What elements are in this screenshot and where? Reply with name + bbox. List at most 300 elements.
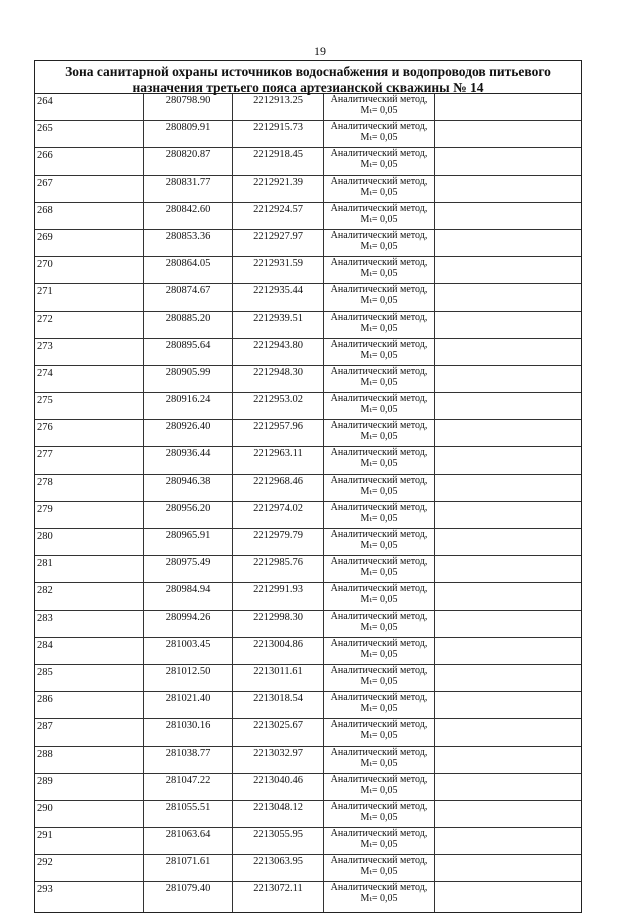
note-cell [435,311,582,338]
y-coordinate-text: 2212935.44 [253,285,303,297]
y-coordinate-cell [233,94,324,121]
x-coordinate-cell [144,746,233,773]
y-coordinate-text: 2212948.30 [253,366,303,378]
note-cell [435,855,582,882]
point-number-cell [35,828,144,855]
method-accuracy: Mₜ= 0,05 [360,512,398,524]
note-cell [435,637,582,664]
y-coordinate-text: 2212913.25 [253,95,303,106]
note-cell [435,338,582,365]
y-coordinate-text: 2213040.46 [253,774,303,786]
point-number-text: 283 [37,612,53,624]
note-cell [435,474,582,501]
point-number-cell [35,447,144,474]
method-text: Аналитический метод, [330,583,428,595]
method-cell [324,338,435,365]
x-coordinate-text: 280975.49 [165,557,211,569]
note-cell [435,529,582,556]
y-coordinate-text: 2212927.97 [253,230,303,242]
method-accuracy: Mₜ= 0,05 [360,784,398,796]
x-coordinate-cell [144,202,233,229]
point-number-text: 281 [37,558,53,570]
point-number-text: 273 [37,340,53,352]
point-number-cell [35,148,144,175]
x-coordinate-text: 280956.20 [165,502,211,514]
x-coordinate-text: 280965.91 [165,530,211,541]
y-coordinate-text: 2212943.80 [253,339,303,351]
point-number-cell [35,311,144,338]
point-number-cell [35,229,144,256]
point-number-cell [35,94,144,121]
y-coordinate-text: 2213055.95 [253,829,303,841]
y-coordinate-cell [233,121,324,148]
method-text: Аналитический метод, [330,882,428,894]
coordinates-table [35,94,581,912]
point-number-cell [35,202,144,229]
point-number-text: 286 [37,694,53,706]
table-row [35,800,581,827]
x-coordinate-text: 281021.40 [165,693,211,705]
table-row [35,393,581,420]
point-number-cell [35,257,144,284]
point-number-text: 268 [37,204,53,216]
method-cell [324,529,435,556]
point-number-text: 270 [37,259,53,271]
x-coordinate-text: 280895.64 [165,339,211,351]
point-number-text: 289 [37,775,53,787]
note-cell [435,365,582,392]
method-text: Аналитический метод, [330,447,428,459]
method-accuracy: Mₜ= 0,05 [360,186,398,198]
point-number-text: 293 [37,884,53,896]
x-coordinate-text: 280905.99 [165,366,211,378]
note-cell [435,94,582,121]
table-row [35,420,581,447]
point-number-cell [35,338,144,365]
y-coordinate-cell [233,637,324,664]
method-text: Аналитический метод, [330,94,428,105]
method-text: Аналитический метод, [330,501,428,513]
method-accuracy: Mₜ= 0,05 [360,240,398,252]
table-row [35,229,581,256]
y-coordinate-text: 2212915.73 [253,122,303,134]
method-accuracy: Mₜ= 0,05 [360,295,398,307]
x-coordinate-cell [144,229,233,256]
method-cell [324,773,435,800]
method-text: Аналитический метод, [330,855,428,867]
y-coordinate-text: 2212957.96 [253,421,303,433]
y-coordinate-cell [233,257,324,284]
y-coordinate-text: 2212985.76 [253,557,303,569]
y-coordinate-text: 2213004.86 [253,638,303,650]
y-coordinate-cell [233,800,324,827]
method-text: Аналитический метод, [330,338,428,350]
table-row [35,637,581,664]
method-accuracy: Mₜ= 0,05 [360,132,398,144]
method-cell [324,447,435,474]
x-coordinate-cell [144,365,233,392]
point-number-cell [35,773,144,800]
note-cell [435,257,582,284]
y-coordinate-cell [233,719,324,746]
point-number-cell [35,637,144,664]
x-coordinate-text: 281071.61 [165,856,211,868]
method-cell [324,175,435,202]
point-number-cell [35,501,144,528]
method-cell [324,692,435,719]
method-text: Аналитический метод, [330,311,428,323]
table-row [35,773,581,800]
method-accuracy: Mₜ= 0,05 [360,105,398,116]
x-coordinate-cell [144,610,233,637]
method-cell [324,719,435,746]
method-cell [324,257,435,284]
method-text: Аналитический метод, [330,692,428,704]
y-coordinate-text: 2212963.11 [253,448,303,460]
x-coordinate-text: 281047.22 [165,774,211,786]
table-row [35,257,581,284]
note-cell [435,610,582,637]
point-number-cell [35,664,144,691]
x-coordinate-text: 280842.60 [165,203,211,215]
method-text: Аналитический метод, [330,175,428,187]
method-cell [324,556,435,583]
point-number-text: 265 [37,123,53,135]
y-coordinate-cell [233,773,324,800]
x-coordinate-cell [144,175,233,202]
method-text: Аналитический метод, [330,610,428,622]
y-coordinate-text: 2212991.93 [253,584,303,596]
note-cell [435,664,582,691]
y-coordinate-cell [233,338,324,365]
method-accuracy: Mₜ= 0,05 [360,213,398,225]
method-cell [324,610,435,637]
x-coordinate-cell [144,637,233,664]
note-cell [435,501,582,528]
method-text: Аналитический метод, [330,257,428,269]
method-text: Аналитический метод, [330,420,428,432]
method-cell [324,121,435,148]
note-cell [435,800,582,827]
method-accuracy: Mₜ= 0,05 [360,322,398,334]
table-row [35,148,581,175]
method-text: Аналитический метод, [330,474,428,486]
x-coordinate-text: 280926.40 [165,421,211,433]
method-cell [324,393,435,420]
x-coordinate-cell [144,882,233,913]
note-cell [435,175,582,202]
note-cell [435,229,582,256]
x-coordinate-cell [144,773,233,800]
table-row [35,692,581,719]
x-coordinate-cell [144,420,233,447]
table-row [35,664,581,691]
point-number-text: 275 [37,395,53,407]
table-title [35,61,581,94]
point-number-text: 279 [37,503,53,515]
method-cell [324,284,435,311]
point-number-text: 290 [37,802,53,814]
table-row [35,284,581,311]
method-accuracy: Mₜ= 0,05 [360,893,398,905]
note-cell [435,773,582,800]
method-accuracy: Mₜ= 0,05 [360,839,398,851]
method-accuracy: Mₜ= 0,05 [360,431,398,443]
point-number-text: 267 [37,177,53,189]
method-text: Аналитический метод, [330,773,428,785]
point-number-cell [35,882,144,913]
x-coordinate-text: 281055.51 [165,801,211,813]
x-coordinate-text: 281030.16 [165,720,211,732]
table-row [35,175,581,202]
method-text: Аналитический метод, [330,529,428,540]
method-accuracy: Mₜ= 0,05 [360,540,398,551]
x-coordinate-cell [144,447,233,474]
x-coordinate-cell [144,257,233,284]
point-number-text: 269 [37,231,53,243]
point-number-cell [35,365,144,392]
point-number-text: 264 [37,96,53,107]
x-coordinate-cell [144,94,233,121]
method-cell [324,828,435,855]
table-row [35,746,581,773]
y-coordinate-text: 2212939.51 [253,312,303,324]
point-number-cell [35,474,144,501]
note-cell [435,692,582,719]
x-coordinate-text: 280994.26 [165,611,211,623]
point-number-text: 272 [37,313,53,325]
note-cell [435,393,582,420]
point-number-text: 280 [37,531,53,542]
method-text: Аналитический метод, [330,365,428,377]
y-coordinate-text: 2213072.11 [253,883,303,895]
x-coordinate-cell [144,855,233,882]
table-row [35,828,581,855]
note-cell [435,828,582,855]
method-accuracy: Mₜ= 0,05 [360,349,398,361]
y-coordinate-text: 2212968.46 [253,475,303,487]
method-accuracy: Mₜ= 0,05 [360,621,398,633]
method-cell [324,855,435,882]
method-text: Аналитический метод, [330,556,428,568]
method-accuracy: Mₜ= 0,05 [360,458,398,470]
x-coordinate-cell [144,501,233,528]
point-number-cell [35,855,144,882]
point-number-text: 287 [37,721,53,733]
table-row [35,311,581,338]
x-coordinate-cell [144,800,233,827]
table-row [35,855,581,882]
y-coordinate-cell [233,583,324,610]
point-number-cell [35,746,144,773]
x-coordinate-cell [144,311,233,338]
table-row [35,719,581,746]
x-coordinate-cell [144,121,233,148]
y-coordinate-text: 2213025.67 [253,720,303,732]
x-coordinate-cell [144,664,233,691]
point-number-cell [35,121,144,148]
y-coordinate-text: 2213048.12 [253,801,303,813]
y-coordinate-text: 2212974.02 [253,502,303,514]
method-cell [324,474,435,501]
x-coordinate-text: 280864.05 [165,258,211,270]
method-cell [324,420,435,447]
y-coordinate-cell [233,501,324,528]
point-number-text: 285 [37,666,53,678]
point-number-cell [35,393,144,420]
note-cell [435,746,582,773]
page-number: 19 [314,44,326,58]
method-cell [324,746,435,773]
point-number-cell [35,692,144,719]
y-coordinate-text: 2212918.45 [253,149,303,161]
y-coordinate-text: 2212953.02 [253,394,303,406]
point-number-text: 278 [37,476,53,488]
method-cell [324,148,435,175]
x-coordinate-cell [144,284,233,311]
table-row [35,474,581,501]
method-cell [324,637,435,664]
x-coordinate-cell [144,338,233,365]
x-coordinate-cell [144,556,233,583]
method-accuracy: Mₜ= 0,05 [360,268,398,280]
point-number-cell [35,175,144,202]
method-text: Аналитический метод, [330,664,428,676]
y-coordinate-cell [233,855,324,882]
method-cell [324,664,435,691]
method-accuracy: Mₜ= 0,05 [360,703,398,715]
table-row [35,529,581,556]
x-coordinate-text: 280936.44 [165,448,211,460]
method-accuracy: Mₜ= 0,05 [360,757,398,769]
method-accuracy: Mₜ= 0,05 [360,159,398,171]
y-coordinate-text: 2213032.97 [253,747,303,759]
table-row [35,610,581,637]
y-coordinate-cell [233,529,324,556]
table-row [35,338,581,365]
table-row [35,202,581,229]
x-coordinate-cell [144,148,233,175]
table-row [35,94,581,121]
point-number-text: 277 [37,449,53,461]
y-coordinate-cell [233,365,324,392]
point-number-text: 292 [37,857,53,869]
coordinates-sheet [34,60,582,913]
note-cell [435,447,582,474]
x-coordinate-cell [144,719,233,746]
point-number-cell [35,610,144,637]
table-row [35,447,581,474]
x-coordinate-text: 280853.36 [165,230,211,242]
x-coordinate-text: 281079.40 [165,883,211,895]
note-cell [435,882,582,913]
x-coordinate-text: 281003.45 [165,638,211,650]
y-coordinate-cell [233,202,324,229]
point-number-cell [35,284,144,311]
y-coordinate-cell [233,610,324,637]
point-number-text: 288 [37,748,53,760]
y-coordinate-cell [233,284,324,311]
x-coordinate-text: 280984.94 [165,584,211,596]
point-number-text: 266 [37,150,53,162]
table-row [35,882,581,913]
table-row [35,556,581,583]
x-coordinate-text: 281063.64 [165,829,211,841]
method-text: Аналитический метод, [330,121,428,133]
method-cell [324,583,435,610]
point-number-text: 274 [37,367,53,379]
title-line-1: Зона санитарной охраны источников водоснабжения и водопроводов питьевого [65,64,551,79]
method-text: Аналитический метод, [330,229,428,241]
y-coordinate-text: 2212998.30 [253,611,303,623]
y-coordinate-cell [233,175,324,202]
x-coordinate-text: 281038.77 [165,747,211,759]
y-coordinate-cell [233,420,324,447]
x-coordinate-text: 280885.20 [165,312,211,324]
y-coordinate-cell [233,393,324,420]
x-coordinate-text: 280946.38 [165,475,211,487]
method-cell [324,94,435,121]
y-coordinate-text: 2213018.54 [253,693,303,705]
y-coordinate-cell [233,692,324,719]
method-cell [324,800,435,827]
method-cell [324,229,435,256]
y-coordinate-cell [233,311,324,338]
y-coordinate-cell [233,882,324,913]
method-accuracy: Mₜ= 0,05 [360,675,398,687]
method-accuracy: Mₜ= 0,05 [360,866,398,878]
note-cell [435,148,582,175]
point-number-cell [35,420,144,447]
method-text: Аналитический метод, [330,800,428,812]
point-number-text: 291 [37,830,53,842]
x-coordinate-cell [144,529,233,556]
x-coordinate-cell [144,828,233,855]
x-coordinate-text: 280820.87 [165,149,211,161]
y-coordinate-cell [233,148,324,175]
point-number-text: 284 [37,639,53,651]
table-row [35,583,581,610]
method-accuracy: Mₜ= 0,05 [360,594,398,606]
point-number-text: 276 [37,422,53,434]
method-cell [324,202,435,229]
method-accuracy: Mₜ= 0,05 [360,730,398,742]
method-accuracy: Mₜ= 0,05 [360,485,398,497]
y-coordinate-cell [233,474,324,501]
method-text: Аналитический метод, [330,828,428,840]
x-coordinate-cell [144,583,233,610]
point-number-cell [35,529,144,556]
x-coordinate-cell [144,393,233,420]
x-coordinate-text: 280874.67 [165,285,211,297]
x-coordinate-cell [144,474,233,501]
note-cell [435,719,582,746]
method-text: Аналитический метод, [330,284,428,296]
method-text: Аналитический метод, [330,148,428,160]
method-accuracy: Mₜ= 0,05 [360,376,398,388]
method-cell [324,501,435,528]
point-number-text: 282 [37,585,53,597]
method-accuracy: Mₜ= 0,05 [360,404,398,416]
y-coordinate-cell [233,746,324,773]
point-number-cell [35,583,144,610]
method-text: Аналитический метод, [330,202,428,214]
x-coordinate-text: 280809.91 [165,122,211,134]
y-coordinate-text: 2212931.59 [253,258,303,270]
y-coordinate-cell [233,664,324,691]
note-cell [435,121,582,148]
x-coordinate-text: 280798.90 [165,95,211,106]
